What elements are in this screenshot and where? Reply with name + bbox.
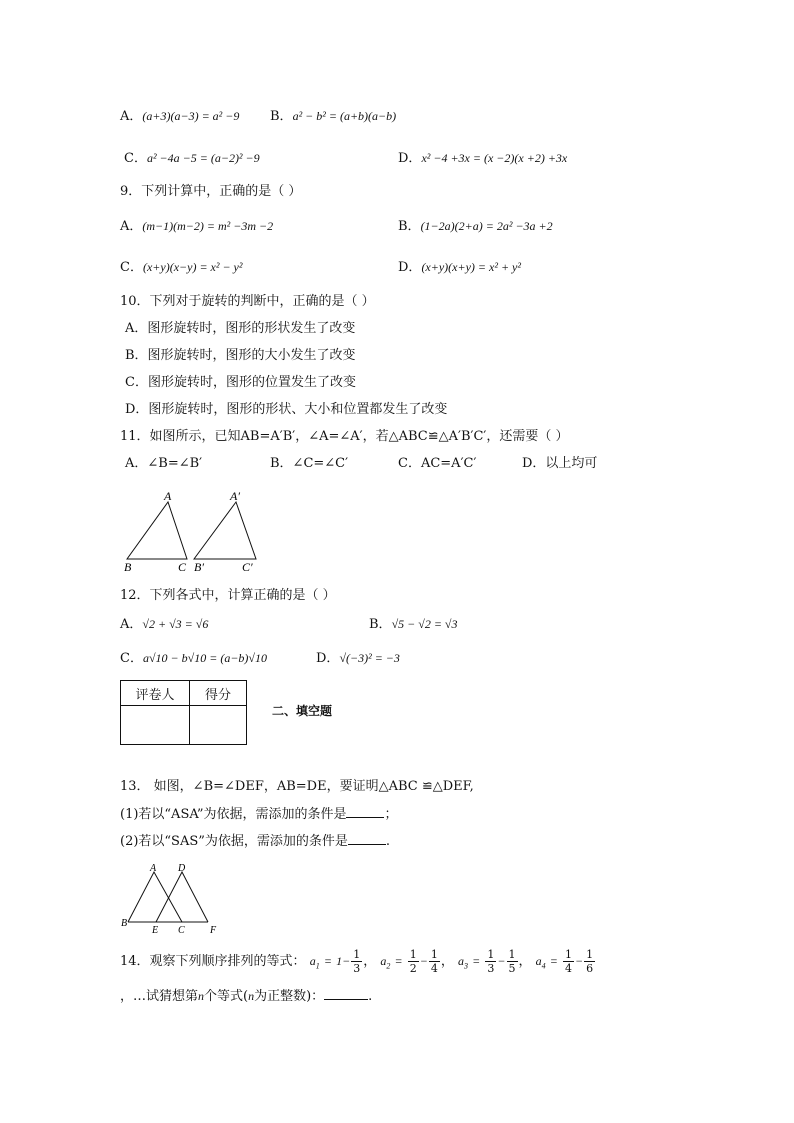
q12-option-c [120,649,267,668]
q10-option-a: A．图形旋转时，图形的形状发生了改变 [125,321,356,336]
math-expression: (a+3)(a−3) = a² −9 [142,109,240,123]
math-expression: a² −4a −5 = (a−2)² −9 [146,151,260,165]
math-expression: (x+y)(x+y) = x² + y² [421,260,521,274]
q12-option-d [316,649,400,668]
triangle-abc [127,502,187,559]
math-expression: a√10 − b√10 = (a−b)√10 [142,651,267,665]
part-punct: . [385,834,391,849]
q10-option-b: B．图形旋转时，图形的大小发生了改变 [125,348,356,363]
minus-sign: − [419,954,428,968]
minus-sign: − [342,954,351,968]
option-label: D． [316,651,340,666]
fraction: $\frac{1}{4}$ [430,948,438,975]
a1-term: $a_1$ [309,954,320,971]
minus-sign: − [575,954,584,968]
q11-option-b: B．∠C=∠C′ [270,456,349,471]
label-c-prime: C′ [242,560,253,574]
q9-option-a [120,217,273,236]
variable-n: n [198,989,205,1003]
equals-sign: = [323,954,332,968]
option-label: D． [398,151,422,166]
label-c: C [178,560,187,574]
q12-option-a [120,615,208,634]
label-b: B [121,918,128,929]
math-expression: (1−2a)(2+a) = 2a² −3a +2 [420,219,553,233]
q11-option-a: A．∠B=∠B′ [125,456,203,471]
q11-stem: 11．如图所示，已知AB=A′B′，∠A=∠A′，若△ABC≌△A′B′C′，还需要（ ） [120,429,569,444]
q12-stem: 12．下列各式中，计算正确的是（ ） [120,588,336,603]
label-b: B [124,560,132,574]
part-text: (2)若以“SAS”为依据，需添加的条件是 [120,834,348,849]
q14-line-1 [120,944,596,983]
label-e: E [152,925,159,935]
option-label: C． [120,651,143,666]
q11-triangles-figure [118,488,268,578]
separator: ， [363,954,377,969]
math-expression: √5 − √2 = √3 [391,617,458,631]
part-text: (1)若以“ASA”为依据，需添加的条件是 [120,807,347,822]
a3-term: $a_3$ [458,954,468,971]
score-table-cell-grader[interactable] [121,706,190,745]
option-label: A． [120,219,143,234]
q9-stem: 9．下列计算中，正确的是（ ） [120,184,302,199]
math-expression: √(−3)² = −3 [339,651,400,665]
section-title: 二、填空题 [272,704,333,718]
q12-option-b [369,615,458,634]
line2-text: ，…试猜想第 [120,989,199,1004]
q8-option-d [398,149,567,168]
option-label: C． [120,260,143,275]
q9-option-c [120,258,242,277]
answer-blank[interactable] [346,805,384,818]
q10-option-d: D．图形旋转时，图形的形状、大小和位置都发生了改变 [125,402,448,417]
answer-blank[interactable] [324,987,368,1000]
score-table [120,680,247,745]
line2-end: . [368,989,373,1004]
separator: ， [440,954,454,969]
fraction: $\frac{1}{6}$ [586,948,594,975]
option-label: B． [369,617,392,632]
math-expression: x² −4 +3x = (x −2)(x +2) +3x [421,151,568,165]
q13-part-2 [120,832,390,851]
fraction: $\frac{1}{2}$ [409,948,417,975]
option-label: D． [398,260,422,275]
equals-sign: = [549,954,558,968]
math-expression: √2 + √3 = √6 [142,617,209,631]
number: 1 [336,954,343,968]
a4-term: $a_4$ [535,954,546,971]
option-label: A． [120,617,143,632]
label-c: C [178,925,185,935]
q14-stem: 14．观察下列顺序排列的等式： [120,954,306,969]
minus-sign: − [497,954,506,968]
q8-option-a [120,107,239,126]
line2-text: 个等式( [204,989,249,1004]
a2-term: $a_2$ [380,954,391,971]
score-table-header-grader: 评卷人 [121,681,190,706]
q13-triangles-figure [118,860,228,935]
triangle-a2b2c2 [194,502,256,559]
separator: ， [518,954,532,969]
q13-part-1 [120,805,398,824]
label-b-prime: B′ [194,560,204,574]
option-label: A． [120,109,143,124]
math-expression: a² − b² = (a+b)(a−b) [292,109,397,123]
fraction: $\frac{1}{5}$ [508,948,516,975]
q11-option-c: C．AC=A′C′ [398,456,477,471]
q11-option-d: D．以上均可 [522,456,598,471]
score-table-header-score: 得分 [190,681,247,706]
line2-text: 为正整数)： [254,989,325,1004]
triangle-def [156,872,208,922]
option-label: B． [270,109,293,124]
option-label: B． [398,219,421,234]
q9-option-b [398,217,553,236]
option-label: C． [124,151,147,166]
equals-sign: = [472,954,481,968]
q8-option-b [270,107,396,126]
triangle-abc [128,872,182,922]
label-a: A [164,489,172,503]
score-table-cell-score[interactable] [190,706,247,745]
fraction: $\frac{1}{3}$ [353,948,361,975]
math-expression: (x+y)(x−y) = x² − y² [142,260,243,274]
label-d: D [178,863,186,874]
q10-stem: 10．下列对于旋转的判断中，正确的是（ ） [120,294,375,309]
label-a-prime: A′ [230,489,240,503]
q10-option-c: C．图形旋转时，图形的位置发生了改变 [125,375,356,390]
part-punct: ； [384,807,398,822]
variable-n: n [248,989,255,1003]
math-expression: (m−1)(m−2) = m² −3m −2 [142,219,274,233]
fraction: $\frac{1}{3}$ [487,948,495,975]
q14-line-2 [120,987,372,1006]
label-f: F [210,925,217,935]
q9-option-d [398,258,521,277]
fraction: $\frac{1}{4}$ [565,948,573,975]
label-a: A [150,863,157,874]
q8-option-c [124,149,260,168]
q13-stem: 13． 如图，∠B=∠DEF，AB=DE，要证明△ABC ≌△DEF, [120,779,474,794]
answer-blank[interactable] [348,832,386,845]
equals-sign: = [394,954,403,968]
